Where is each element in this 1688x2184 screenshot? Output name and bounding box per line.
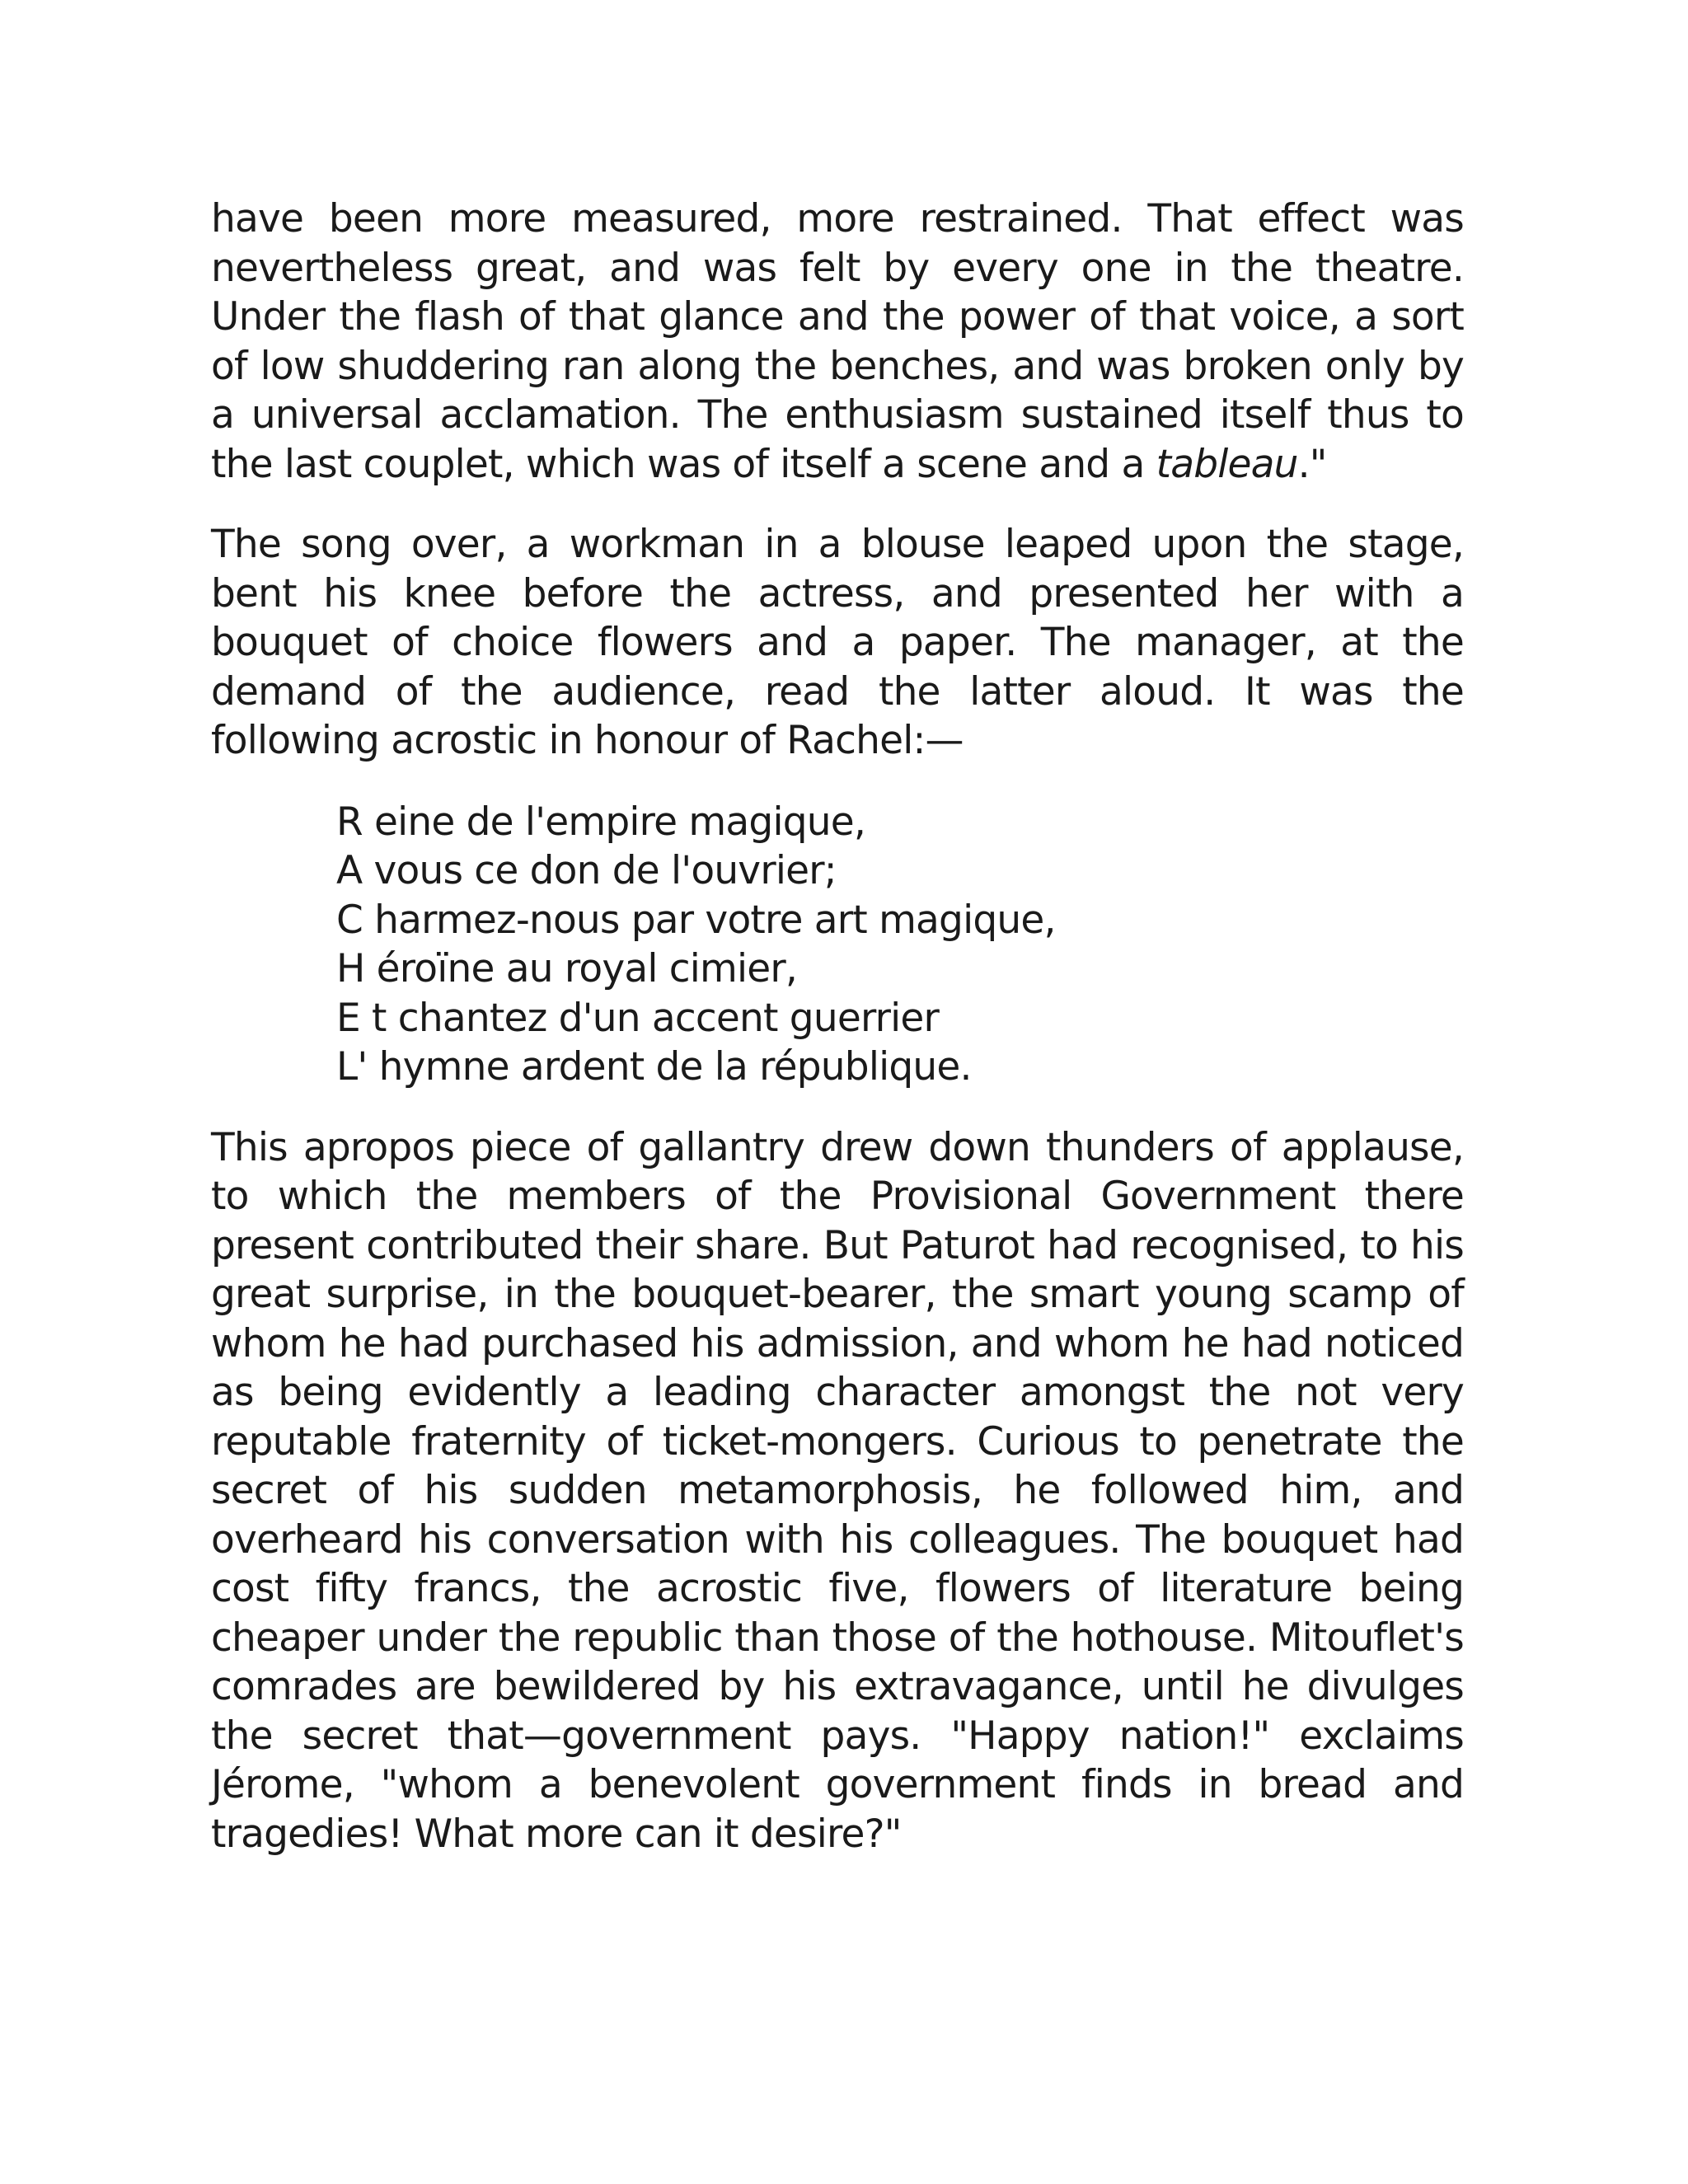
verse-line: C harmez-nous par votre art magique, bbox=[336, 897, 1056, 943]
paragraph-2: The song over, a workman in a blouse leaped upon the stage, bent his knee before the actress, and presented her with a bouquet of choice flowers and a paper. The manager, at the demand of the audience, read the latter aloud. It was the following acrostic in honour of Rachel:— bbox=[211, 522, 1464, 763]
paragraph-1-italic: tableau bbox=[1156, 441, 1298, 487]
verse-line: E t chantez d'un accent guerrier bbox=[336, 995, 940, 1041]
paragraph-1-text: have been more measured, more restrained. That effect was nevertheless great, and was felt by every one in the theatre. Under the flash of that glance and the power of that voice, a sort of low shuddering ran along the benches, and was broken only by a universal acclamation. The enthusiasm sustained itself thus to the last couplet, which was of itself a scene and a bbox=[211, 196, 1464, 487]
paragraph-3: This apropos piece of gallantry drew down thunders of applause, to which the members of the Provisional Government there present contributed their share. But Paturot had recognised, to his great surprise, in the bouquet-bearer, the smart young scamp of whom he had purchased his admission, and whom he had noticed as being evidently a leading character amongst the not very reputable fraternity of ticket-mongers. Curious to penetrate the secret of his sudden metamorphosis, he followed him, and overheard his conversation with his colleagues. The bouquet had cost fifty francs, the acrostic five, flowers of literature being cheaper under the republic than those of the hothouse. Mitouflet's comrades are bewildered by his extravagance, until he divulges the secret that—government pays. "Happy nation!" exclaims Jérome, "whom a benevolent government finds in bread and tragedies! What more can it desire?" bbox=[211, 1124, 1464, 1857]
verse-line: H éroïne au royal cimier, bbox=[336, 946, 798, 991]
acrostic-verse bbox=[336, 798, 1464, 1092]
document-page bbox=[211, 194, 1464, 1858]
paragraph-1-end: ." bbox=[1297, 441, 1327, 487]
verse-line: R eine de l'empire magique, bbox=[336, 799, 865, 845]
verse-line: L' hymne ardent de la république. bbox=[336, 1044, 972, 1090]
verse-line: A vous ce don de l'ouvrier; bbox=[336, 848, 837, 893]
paragraph-1 bbox=[211, 194, 1464, 489]
